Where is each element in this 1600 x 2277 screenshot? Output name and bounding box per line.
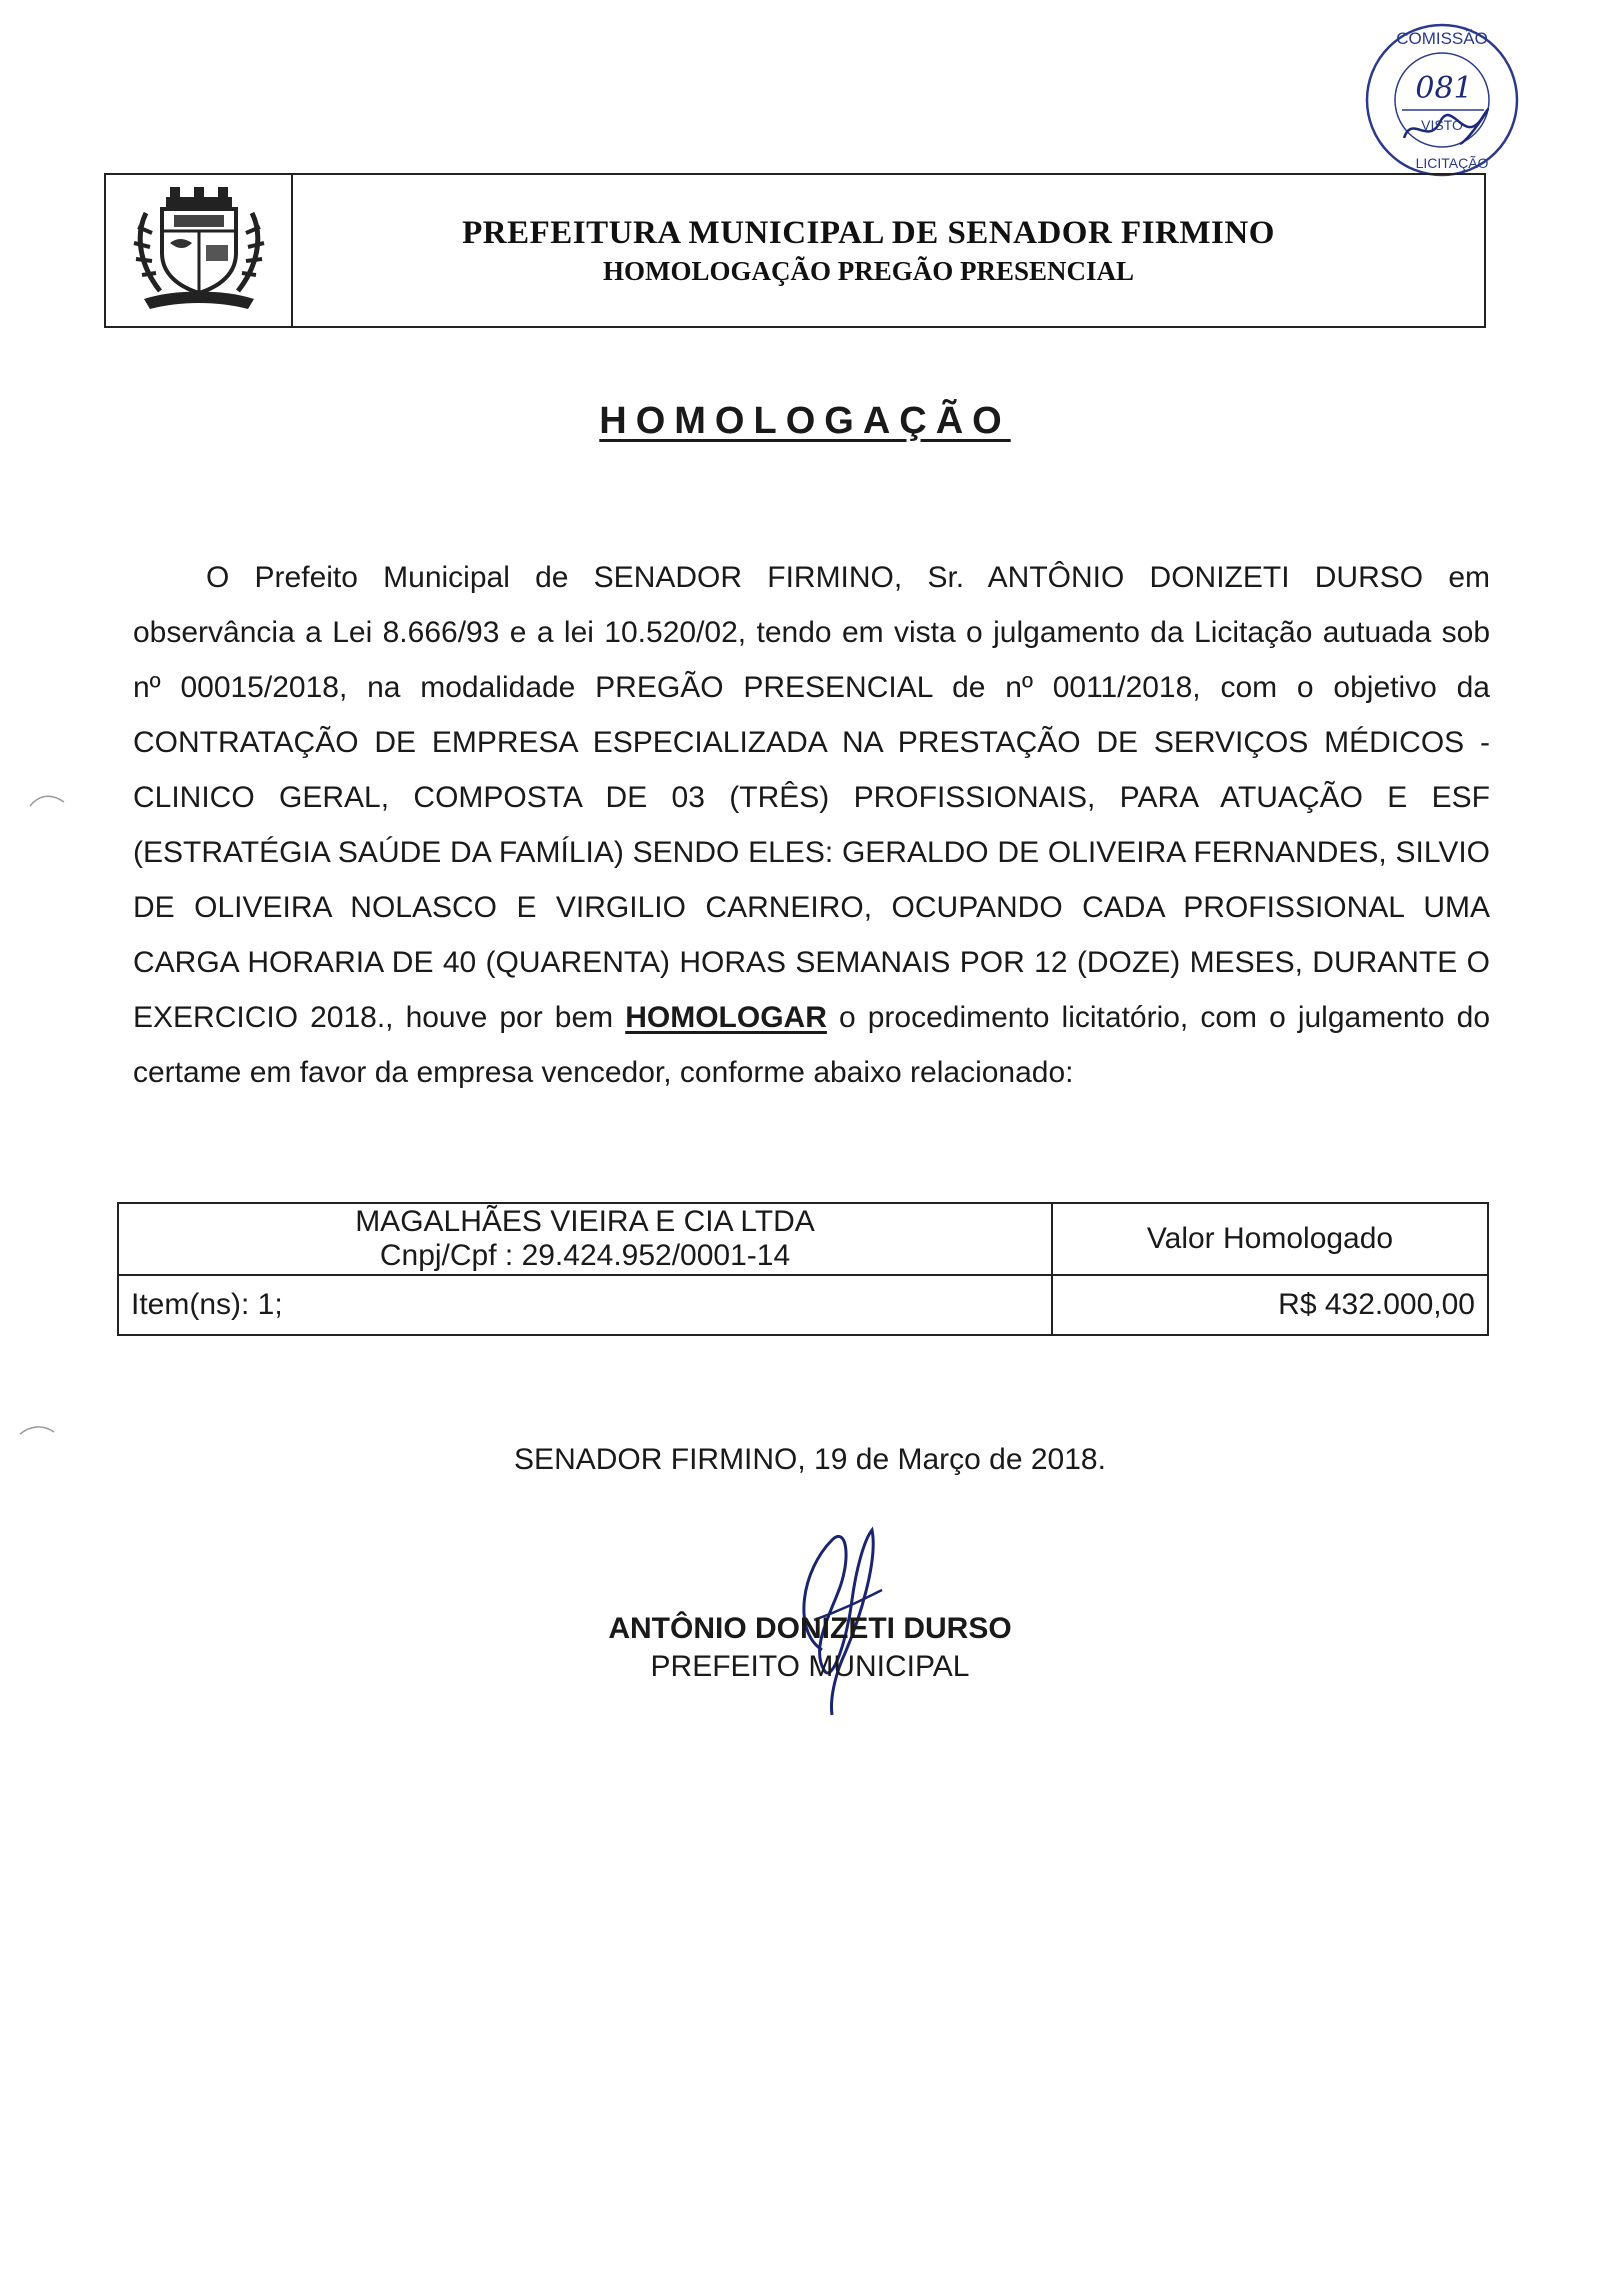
winner-company: MAGALHÃES VIEIRA E CIA LTDA — [355, 1205, 815, 1238]
body-text-after: o procedimento licitatório, com o julgamento do certame em favor da empresa vencedor, conforme abaixo relacionado: — [133, 1001, 1491, 1089]
table-row — [118, 1203, 1488, 1275]
homologated-value: R$ 432.000,00 — [1052, 1275, 1488, 1335]
scan-speck — [28, 790, 68, 810]
winner-cnpj: Cnpj/Cpf : 29.424.952/0001-14 — [379, 1239, 791, 1272]
protocol-stamp — [1352, 18, 1532, 178]
scan-speck — [18, 1420, 58, 1440]
body-paragraph — [133, 550, 1490, 1100]
signer-name: ANTÔNIO DONIZETI DURSO — [608, 1612, 1012, 1645]
value-label: Valor Homologado — [1052, 1203, 1488, 1275]
table-row — [118, 1275, 1488, 1335]
place-date: SENADOR FIRMINO, 19 de Março de 2018. — [514, 1443, 1106, 1476]
stamp-number: 081 — [1415, 71, 1473, 106]
document-title: HOMOLOGAÇÃO — [599, 400, 1011, 442]
header-subtitle: HOMOLOGAÇÃO PREGÃO PRESENCIAL — [602, 255, 1135, 286]
winner-cell — [118, 1203, 1052, 1275]
header-title: PREFEITURA MUNICIPAL DE SENADOR FIRMINO — [462, 214, 1275, 251]
stamp-visto: VISTO — [1421, 117, 1463, 133]
letterhead — [104, 173, 1486, 328]
stamp-top-text: COMISSÃO — [1396, 29, 1488, 48]
signer-role: PREFEITO MUNICIPAL — [650, 1650, 970, 1683]
items-cell: Item(ns): 1; — [118, 1275, 1052, 1335]
signer-block — [0, 1610, 1600, 1686]
body-text-before: O Prefeito Municipal de SENADOR FIRMINO, Sr. ANTÔNIO DONIZETI DURSO em observância a Lei 8.666/93 e a lei 10.520/02, tendo em vista o julgamento da Licitação autuada sob nº 00015/2018, na modalidade PREGÃO PRESENCIAL de nº 0011/2018, com o objetivo da CONTRATAÇÃO DE EMPRESA ESPECIALIZADA NA PRESTAÇÃO DE SERVIÇOS MÉDICOS - CLINICO GERAL, COMPOSTA DE 03 (TRÊS) PROFISSIONAIS, PARA ATUAÇÃO E ESF (ESTRATÉGIA SAÚDE DA FAMÍLIA) SENDO ELES: GERALDO DE OLIVEIRA FERNANDES, SILVIO DE OLIVEIRA NOLASCO E VIRGILIO CARNEIRO, OCUPANDO CADA PROFISSIONAL UMA CARGA HORARIA DE 40 (QUARENTA) HORAS SEMANAIS POR 12 (DOZE) MESES, DURANTE O EXERCICIO 2018., houve por bem — [133, 561, 1490, 1034]
crest-cell — [106, 175, 293, 326]
result-table — [117, 1202, 1489, 1336]
municipal-coat-of-arms-icon — [124, 183, 274, 318]
letterhead-text — [293, 175, 1484, 326]
body-emphasis: HOMOLOGAR — [625, 1001, 827, 1034]
stamp-bottom-text: LICITAÇÃO — [1415, 155, 1489, 171]
